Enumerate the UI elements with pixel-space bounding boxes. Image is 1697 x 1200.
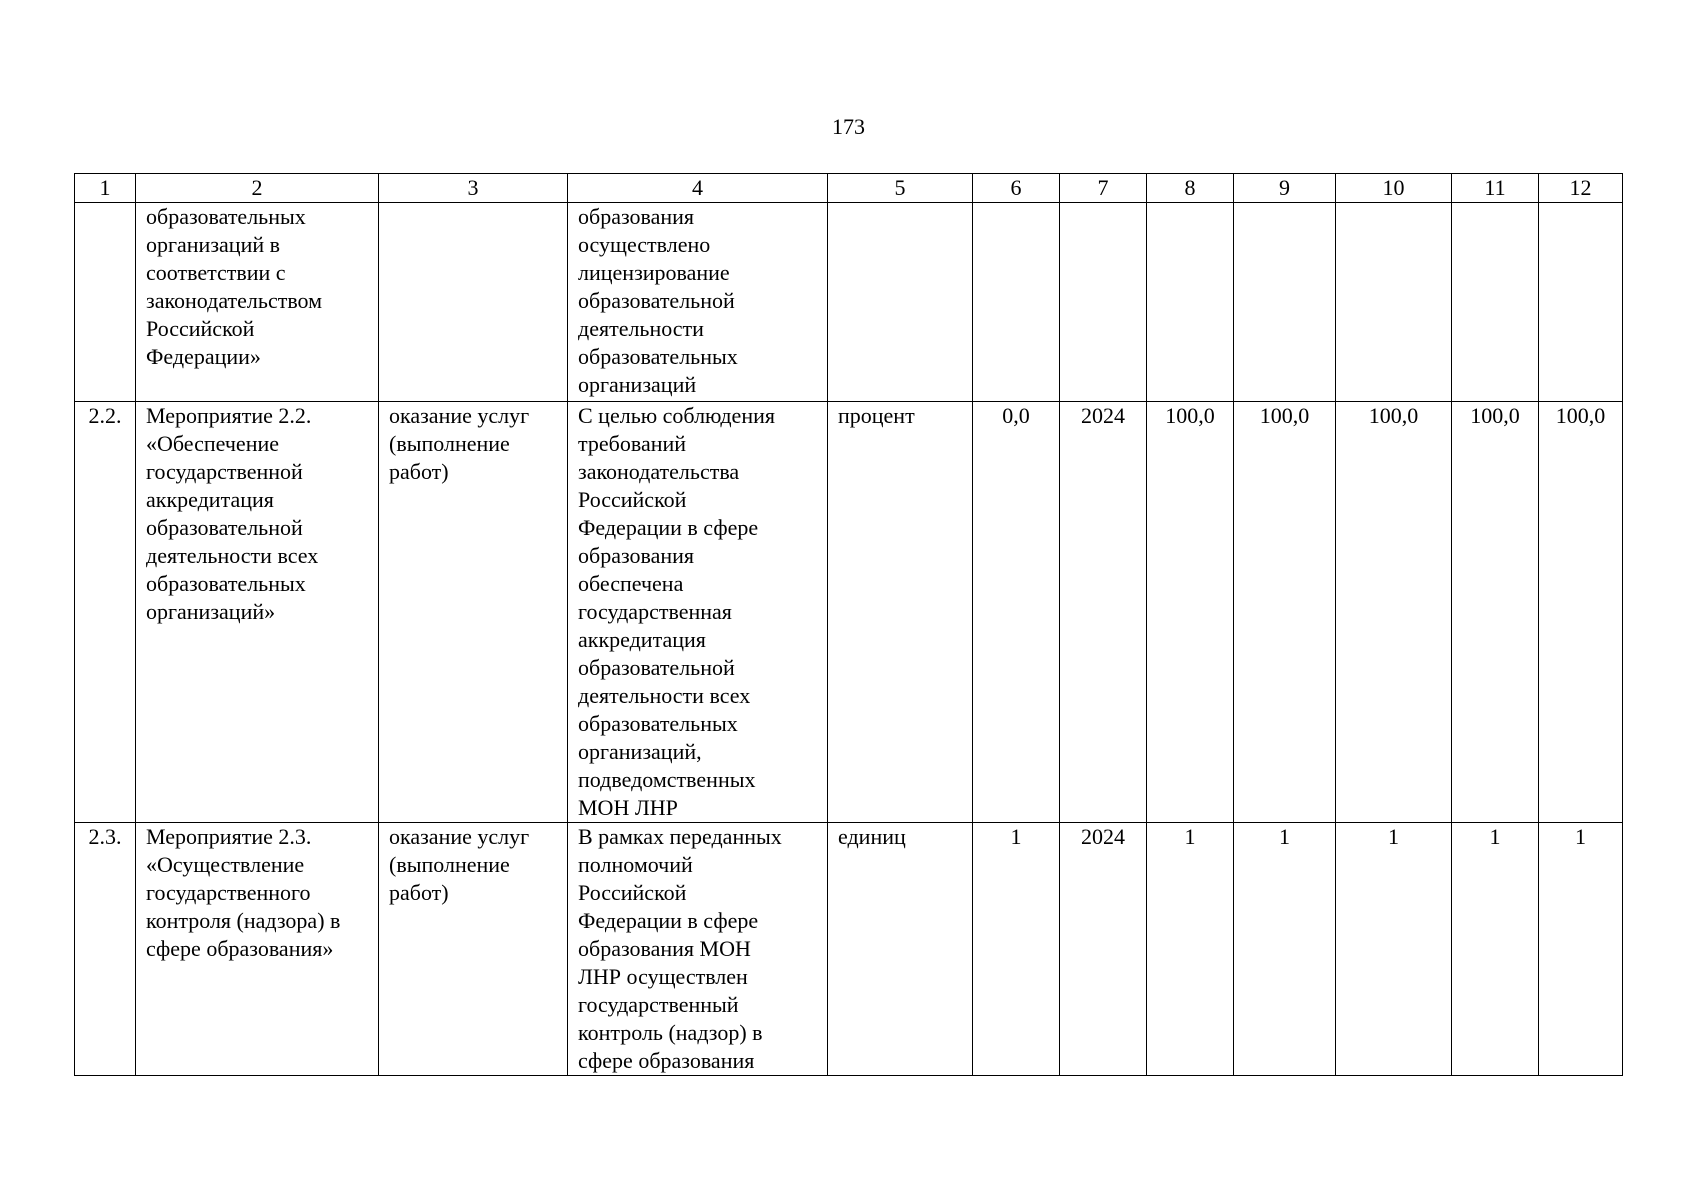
- value-col-11: [1452, 203, 1539, 402]
- base-value: [973, 203, 1060, 402]
- measure-name: образовательных организаций в соответствии с законодательством Российской Федерации»: [136, 203, 379, 402]
- value-col-10: [1336, 203, 1452, 402]
- measure-type: оказание услуг (выполнение работ): [379, 823, 568, 1076]
- table-row: [75, 823, 1623, 1076]
- row-number: [75, 203, 136, 402]
- column-number-row: [75, 174, 1623, 203]
- value-col-12: 100,0: [1539, 402, 1623, 823]
- value-col-8: 100,0: [1147, 402, 1234, 823]
- value-col-11: 100,0: [1452, 402, 1539, 823]
- column-header: 1: [75, 174, 136, 203]
- value-col-8: 1: [1147, 823, 1234, 1076]
- unit-of-measure: единиц: [828, 823, 973, 1076]
- base-year: 2024: [1060, 402, 1147, 823]
- base-value: 1: [973, 823, 1060, 1076]
- value-col-8: [1147, 203, 1234, 402]
- measure-type: [379, 203, 568, 402]
- table-row: [75, 402, 1623, 823]
- page-number: 173: [832, 114, 865, 139]
- column-header: 11: [1452, 174, 1539, 203]
- column-header: 6: [973, 174, 1060, 203]
- result-description: образования осуществлено лицензирование образовательной деятельности образовательных организаций: [568, 203, 828, 402]
- table-row: [75, 203, 1623, 402]
- column-header: 7: [1060, 174, 1147, 203]
- column-header: 12: [1539, 174, 1623, 203]
- column-header: 8: [1147, 174, 1234, 203]
- value-col-10: 100,0: [1336, 402, 1452, 823]
- value-col-9: 1: [1234, 823, 1336, 1076]
- unit-of-measure: [828, 203, 973, 402]
- column-header: 5: [828, 174, 973, 203]
- measure-type: оказание услуг (выполнение работ): [379, 402, 568, 823]
- unit-of-measure: процент: [828, 402, 973, 823]
- measure-name: Мероприятие 2.2. «Обеспечение государственной аккредитация образовательной деятельности всех образовательных организаций»: [136, 402, 379, 823]
- value-col-9: [1234, 203, 1336, 402]
- value-col-11: 1: [1452, 823, 1539, 1076]
- column-header: 10: [1336, 174, 1452, 203]
- measure-name: Мероприятие 2.3. «Осуществление государственного контроля (надзора) в сфере образования»: [136, 823, 379, 1076]
- result-description: В рамках переданных полномочий Российской Федерации в сфере образования МОН ЛНР осуществлен государственный контроль (надзор) в сфере образования: [568, 823, 828, 1076]
- value-col-9: 100,0: [1234, 402, 1336, 823]
- result-description: С целью соблюдения требований законодательства Российской Федерации в сфере образования обеспечена государственная аккредитация образовательной деятельности всех образовательных организаций, подведомственных МОН ЛНР: [568, 402, 828, 823]
- measures-table: [74, 173, 1623, 1076]
- base-year: [1060, 203, 1147, 402]
- value-col-12: [1539, 203, 1623, 402]
- column-header: 2: [136, 174, 379, 203]
- value-col-12: 1: [1539, 823, 1623, 1076]
- row-number: 2.2.: [75, 402, 136, 823]
- column-header: 4: [568, 174, 828, 203]
- column-header: 9: [1234, 174, 1336, 203]
- value-col-10: 1: [1336, 823, 1452, 1076]
- column-header: 3: [379, 174, 568, 203]
- base-year: 2024: [1060, 823, 1147, 1076]
- row-number: 2.3.: [75, 823, 136, 1076]
- base-value: 0,0: [973, 402, 1060, 823]
